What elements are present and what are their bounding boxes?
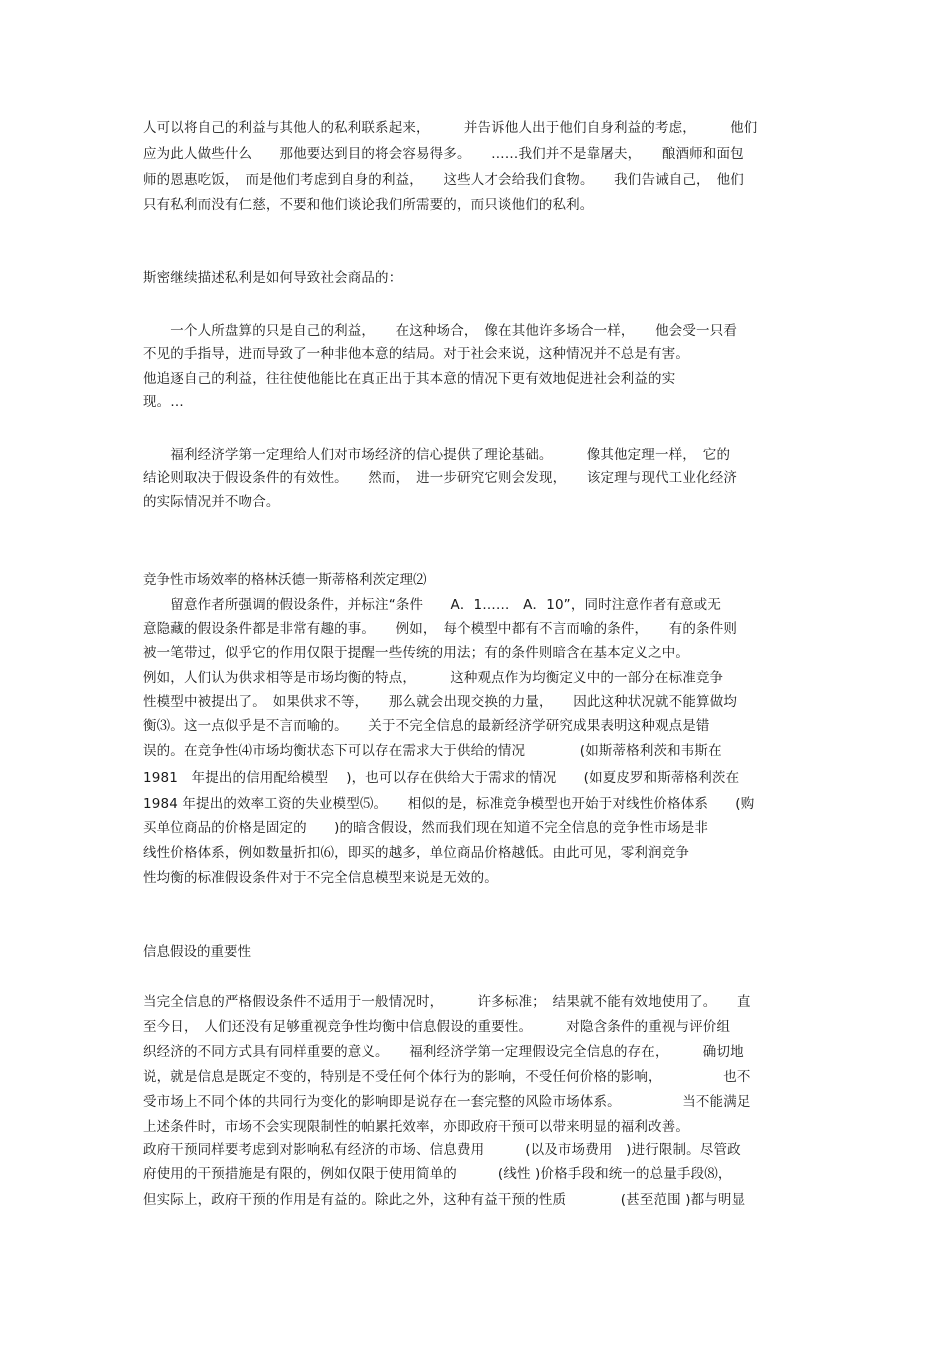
section-title: 竞争性市场效率的格林沃德一斯蒂格利茨定理⑵: [143, 572, 427, 588]
text-line: 现。…: [143, 394, 184, 410]
text-line: 的实际情况并不吻合。: [143, 494, 280, 510]
text-line: 例如，人们认为供求相等是市场均衡的特点， 这种观点作为均衡定义中的一部分在标准竞争: [143, 670, 724, 686]
text-line: 性模型中被提出了。 如果供求不等， 那么就会出现交换的力量， 因此这种状况就不能算做均: [143, 694, 737, 710]
text-line: 政府干预同样要考虑到对影响私有经济的市场、信息费用 (以及市场费用 )进行限制。尽管政: [143, 1142, 741, 1158]
text-line: 1984 年提出的效率工资的失业模型⑸。 相似的是，标准竞争模型也开始于对线性价格体系 (购: [143, 796, 755, 812]
text-line: 师的恩惠吃饭， 而是他们考虑到自身的利益， 这些人才会给我们食物。 我们告诫自己， 他们: [143, 172, 744, 188]
text-line: 说，就是信息是既定不变的，特别是不受任何个体行为的影响，不受任何价格的影响， 也不: [143, 1069, 751, 1085]
text-line: 织经济的不同方式具有同样重要的意义。 福利经济学第一定理假设完全信息的存在， 确切地: [143, 1044, 744, 1060]
text-line: 线性价格体系，例如数量折扣⑹，即买的越多，单位商品价格越低。由此可见，零利润竞争: [143, 845, 689, 861]
text-line: 衡⑶。这一点似乎是不言而喻的。 关于不完全信息的最新经济学研究成果表明这种观点是错: [143, 718, 710, 734]
text-line: 上述条件时，市场不会实现限制性的帕累托效率，亦即政府干预可以带来明显的福利改善。: [143, 1119, 689, 1135]
text-line: 应为此人做些什么 那他要达到目的将会容易得多。 ……我们并不是靠屠夫， 酿酒师和面包: [143, 146, 744, 162]
text-line: 受市场上不同个体的共同行为变化的影响即是说存在一套完整的风险市场体系。 当不能满足: [143, 1094, 751, 1110]
text-line: 当完全信息的严格假设条件不适用于一般情况时， 许多标准； 结果就不能有效地使用了。 直: [143, 994, 751, 1010]
text-line: 只有私利而没有仁慈，不要和他们谈论我们所需要的，而只谈他们的私利。: [143, 197, 594, 213]
text-line: 他追逐自己的利益，往往使他能比在真正出于其本意的情况下更有效地促进社会利益的实: [143, 371, 676, 387]
text-line: 不见的手指导，进而导致了一种非他本意的结局。对于社会来说，这种情况并不总是有害。: [143, 346, 689, 362]
text-line: 结论则取决于假设条件的有效性。 然而， 进一步研究它则会发现， 该定理与现代工业化经济: [143, 470, 737, 486]
intro-line: 斯密继续描述私利是如何导致社会商品的：: [143, 270, 403, 286]
text-line: 买单位商品的价格是固定的 )的暗含假设，然而我们现在知道不完全信息的竞争性市场是非: [143, 820, 709, 836]
text-line: 误的。在竞争性⑷市场均衡状态下可以存在需求大于供给的情况 (如斯蒂格利茨和韦斯在: [143, 743, 722, 759]
text-line: 意隐藏的假设条件都是非常有趣的事。 例如， 每个模型中都有不言而喻的条件， 有的条件则: [143, 621, 737, 637]
text-line: 福利经济学第一定理给人们对市场经济的信心提供了理论基础。 像其他定理一样， 它的: [143, 447, 731, 463]
text-line: 1981 年提出的信用配给模型 )，也可以存在供给大于需求的情况 (如夏皮罗和斯蒂格利茨在: [143, 770, 740, 786]
text-line: 一个人所盘算的只是自己的利益， 在这种场合， 像在其他许多场合一样， 他会受一只看: [143, 323, 737, 339]
text-line: 府使用的干预措施是有限的，例如仅限于使用简单的 (线性 )价格手段和统一的总量手段⑻，: [143, 1166, 732, 1182]
text-line: 留意作者所强调的假设条件，并标注“条件 A．1…… A．10”，同时注意作者有意或无: [143, 597, 721, 613]
text-line: 性均衡的标准假设条件对于不完全信息模型来说是无效的。: [143, 870, 498, 886]
section-title: 信息假设的重要性: [143, 944, 251, 960]
text-line: 至今日， 人们还没有足够重视竞争性均衡中信息假设的重要性。 对隐含条件的重视与评价组: [143, 1019, 731, 1035]
text-line: 但实际上，政府干预的作用是有益的。除此之外，这种有益干预的性质 (甚至范围 )都与明显: [143, 1192, 746, 1208]
text-line: 被一笔带过，似乎它的作用仅限于提醒一些传统的用法；有的条件则暗含在基本定义之中。: [143, 645, 689, 661]
text-line: 人可以将自己的利益与其他人的私利联系起来， 并告诉他人出于他们自身利益的考虑， 他们: [143, 120, 758, 136]
